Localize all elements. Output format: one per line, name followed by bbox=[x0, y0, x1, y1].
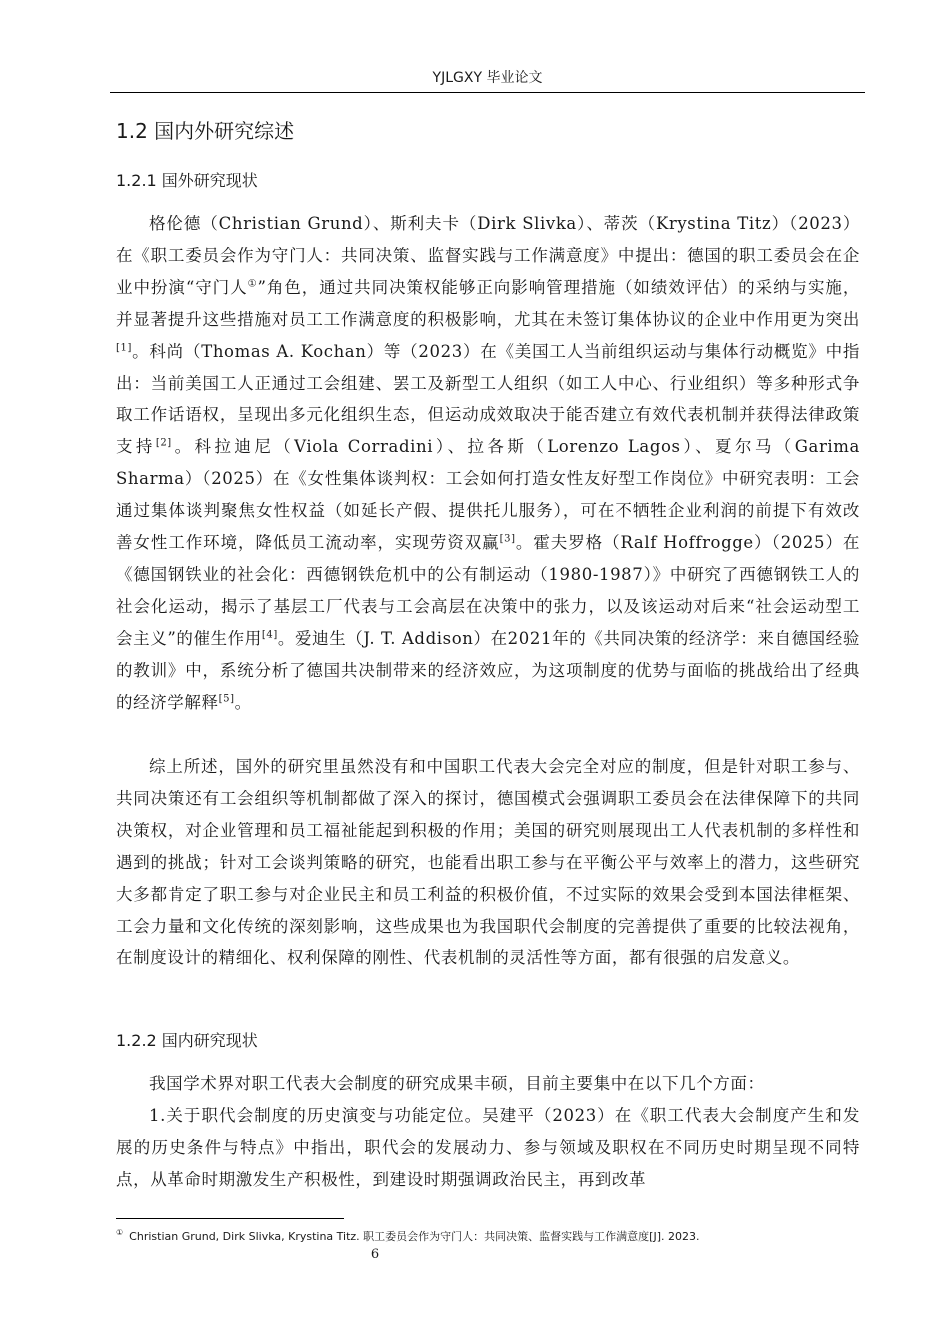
footnote-marker: ① bbox=[247, 278, 258, 290]
subsection-heading-domestic: 1.2.2 国内研究现状 bbox=[116, 1031, 258, 1050]
paragraph-foreign-summary: 综上所述，国外的研究里虽然没有和中国职工代表大会完全对应的制度，但是针对职工参与、共同决策还有工会组织等机制都做了深入的探讨，德国模式会强调职工委员会在法律保障下的共同决策权，对企业管理和员工福祉能起到积极的作用；美国的研究则展现出工人代表机制的多样性和遇到的挑战；针对工会谈判策略的研究，也能看出职工参与在平衡公平与效率上的潜力，这些研究大多都肯定了职工参与对企业民主和员工利益的积极价值，不过实际的效果会受到本国法律框架、工会力量和文化传统的深刻影响，这些成果也为我国职代会制度的完善提供了重要的比较法视角，在制度设计的精细化、权利保障的刚性、代表机制的灵活性等方面，都有很强的启发意义。 bbox=[116, 757, 860, 968]
citation-ref: [1] bbox=[116, 342, 132, 354]
citation-ref: [5] bbox=[218, 693, 235, 705]
footnote-marker: ① bbox=[116, 1228, 124, 1238]
paragraph-text: 。霍夫罗格（Ralf Hoffrogge）（2025）在《德国钢铁业的社会化：西德钢铁危机中的公有制运动（1980-1987）》中研究了西德钢铁工人的社会化运动，揭示了基层工厂代表与工会高层在决策中的张力，以及该运动对后来“社会运动型工会主义”的催生作用 bbox=[116, 533, 861, 648]
paragraph-foreign-review bbox=[116, 208, 860, 719]
page-number: 6 bbox=[370, 1247, 380, 1262]
header-rule bbox=[110, 92, 865, 93]
footnote-text: Christian Grund, Dirk Slivka, Krystina Titz. 职工委员会作为守门人：共同决策、监督实践与工作满意度[J]. 2023. bbox=[129, 1230, 700, 1243]
running-header: YJLGXY 毕业论文 bbox=[432, 70, 543, 86]
citation-ref: [2] bbox=[155, 437, 172, 449]
paragraph-text: 。科尚（Thomas A. Kochan）等（2023）在《美国工人当前组织运动与集体行动概览》中指出：当前美国工人正通过工会组建、罢工及新型工人组织（如工人中心、行业组织）等多种形式争取工作话语权，呈现出多元化组织生态，但运动成效取决于能否建立有效代表机制并获得法律政策支持 bbox=[116, 341, 860, 457]
section-heading: 1.2 国内外研究综述 bbox=[116, 119, 295, 143]
paragraph-domestic-history: 1.关于职代会制度的历史演变与功能定位。吴建平（2023）在《职工代表大会制度产生和发展的历史条件与特点》中指出，职代会的发展动力、参与领域及职权在不同历史时期呈现不同特点，从革命时期激发生产积极性，到建设时期强调政治民主，再到改革 bbox=[116, 1106, 860, 1189]
footnote bbox=[116, 1228, 860, 1246]
citation-ref: [3] bbox=[499, 533, 516, 545]
footnote-rule bbox=[116, 1218, 344, 1219]
paragraph-text: 格伦德（Christian Grund）、斯利夫卡（Dirk Slivka）、蒂茨（Krystina Titz）（2023）在《职工委员会作为守门人：共同决策、监督实践与工作满意度》中提出：德国的职工委员会在企业中扮演“守门人 bbox=[116, 214, 860, 297]
paragraph-text: 。爱迪生（J. T. Addison）在2021年的《共同决策的经济学：来自德国经验的教训》中，系统分析了德国共决制带来的经济效应，为这项制度的优势与面临的挑战给出了经典的经济学解释 bbox=[116, 628, 860, 712]
paragraph-domestic-intro: 我国学术界对职工代表大会制度的研究成果丰硕，目前主要集中在以下几个方面： bbox=[149, 1074, 765, 1093]
subsection-heading-foreign: 1.2.1 国外研究现状 bbox=[116, 171, 258, 190]
paragraph-text: 。科拉迪尼（Viola Corradini）、拉各斯（Lorenzo Lagos）、夏尔马（Garima Sharma）（2025）在《女性集体谈判权：工会如何打造女性友好型工作岗位》中研究表明：工会通过集体谈判聚焦女性权益（如延长产假、提供托儿服务），可在不牺牲企业利润的前提下有效改善女性工作环境，降低员工流动率，实现劳资双赢 bbox=[116, 437, 860, 553]
citation-ref: [4] bbox=[261, 629, 278, 641]
paragraph-text: ”角色，通过共同决策权能够正向影响管理措施（如绩效评估）的采纳与实施，并显著提升这些措施对员工工作满意度的积极影响，尤其在未签订集体协议的企业中作用更为突出 bbox=[116, 277, 860, 329]
paragraph-text: 。 bbox=[234, 692, 252, 712]
